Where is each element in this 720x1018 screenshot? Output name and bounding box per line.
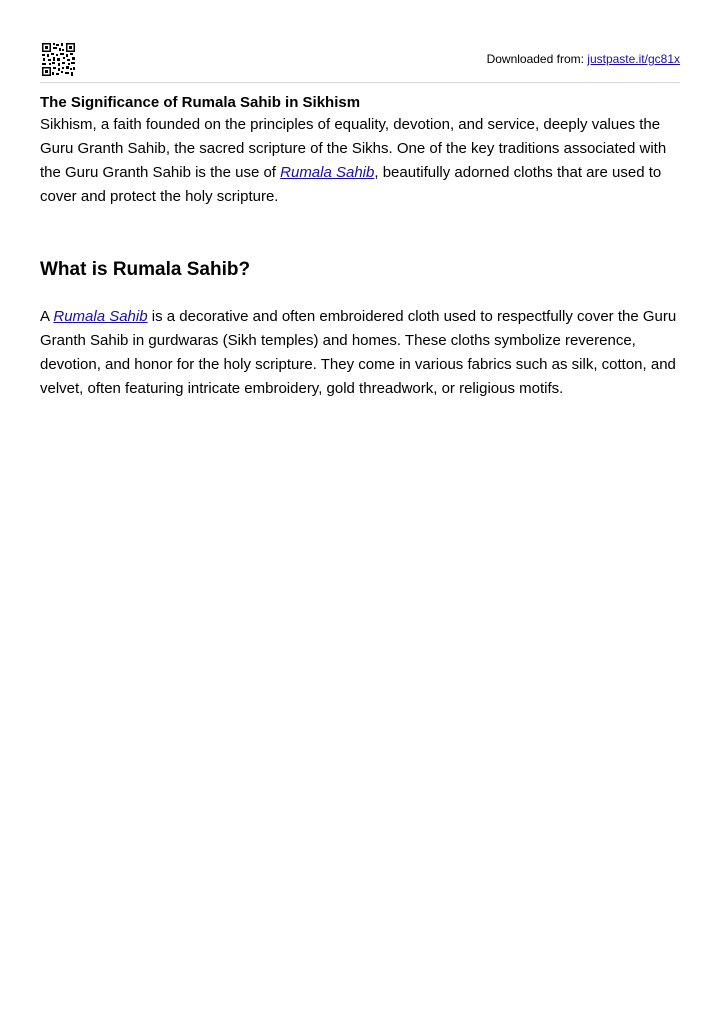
source-link[interactable]: justpaste.it/gc81x: [587, 52, 680, 66]
qr-code-icon: [42, 43, 75, 76]
header-divider: [40, 82, 680, 83]
rumala-sahib-link[interactable]: Rumala Sahib: [280, 164, 375, 181]
article: [40, 93, 685, 401]
section-paragraph: [40, 305, 685, 401]
section-text-before: A: [40, 308, 54, 325]
rumala-sahib-link-2[interactable]: Rumala Sahib: [53, 308, 148, 325]
intro-paragraph: [40, 113, 685, 209]
article-title: The Significance of Rumala Sahib in Sikhism: [40, 94, 361, 111]
intro-text-before: Sikhism, a faith founded on the principles of equality, devotion, and service, deeply values the Guru Granth Sahib, the sacred scripture of the Sikhs. One of the key traditions associated with the Guru Granth Sahib is the use of: [40, 116, 667, 181]
section-heading: What is Rumala Sahib?: [40, 259, 251, 280]
download-source: [487, 52, 680, 66]
downloaded-from-label: Downloaded from:: [486, 52, 588, 66]
section-text-after: is a decorative and often embroidered cloth used to respectfully cover the Guru Granth Sahib in gurdwaras (Sikh temples) and homes. These cloths symbolize reverence, devotion, and honor for the holy scripture. They come in various fabrics such as silk, cotton, and velvet, often featuring intricate embroidery, gold threadwork, or religious motifs.: [40, 308, 677, 397]
intro-text-after: , beautifully adorned cloths that are used to cover and protect the holy scripture.: [40, 164, 662, 205]
